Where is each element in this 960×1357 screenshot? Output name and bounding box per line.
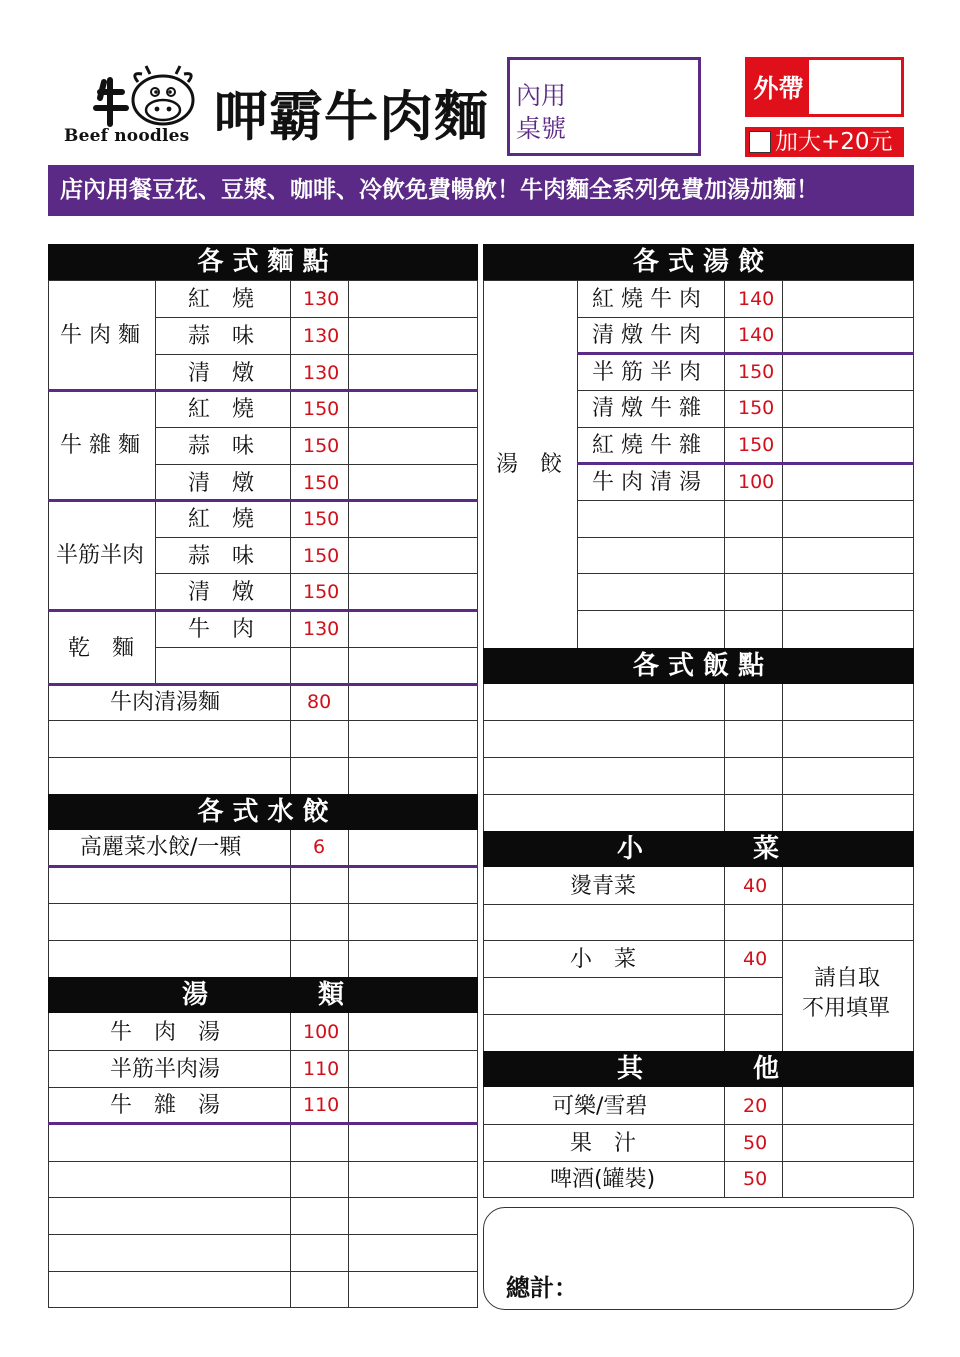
grid-line	[724, 867, 725, 1051]
section-header-sides	[483, 831, 914, 867]
section-header-others-right: 他	[753, 1054, 780, 1084]
grid-line	[155, 280, 156, 684]
menu-item-price: 50	[743, 1168, 768, 1190]
menu-item-name: 可樂/雪碧	[552, 1094, 648, 1119]
menu-item-name: 紅 燒 牛 肉	[592, 287, 701, 312]
menu-item-name: 清 燉 牛 雜	[592, 396, 701, 421]
menu-item-price: 150	[303, 545, 340, 567]
menu-item-price: 150	[738, 397, 775, 419]
menu-item-flavor: 牛 肉	[188, 617, 255, 642]
menu-item-name: 牛 肉 清 湯	[592, 470, 701, 495]
section-header-sides-left: 小	[617, 834, 644, 864]
menu-item-price: 150	[303, 435, 340, 457]
grid-line	[48, 1161, 478, 1162]
menu-item-price: 40	[743, 948, 768, 970]
menu-item-price: 130	[303, 288, 340, 310]
section-header-soups-left: 湯	[182, 980, 209, 1010]
section-header-soup-dumplings: 各 式 湯 餃	[483, 244, 914, 280]
menu-item-price: 140	[738, 324, 775, 346]
menu-item-price: 150	[303, 581, 340, 603]
grid-line	[724, 1087, 725, 1198]
takeout-box[interactable]	[745, 57, 904, 117]
menu-item-price: 110	[303, 1094, 340, 1116]
menu-item-price: 150	[303, 472, 340, 494]
group-divider	[48, 389, 478, 392]
menu-item-price: 100	[303, 1021, 340, 1043]
grid-line	[48, 903, 478, 904]
menu-item-name: 牛 肉 湯	[110, 1020, 221, 1045]
side-dish-note: 不用填單	[802, 996, 891, 1021]
menu-item-name: 高麗菜水餃/一顆	[80, 835, 242, 860]
menu-item-name: 牛肉清湯麵	[110, 690, 221, 715]
menu-item-flavor: 清 燉	[188, 361, 255, 386]
menu-item-price: 6	[313, 836, 326, 858]
section-header-others	[483, 1051, 914, 1087]
total-label: 總計：	[506, 1274, 578, 1302]
grid-line	[483, 757, 914, 758]
grid-line	[577, 573, 914, 574]
menu-item-price: 100	[738, 471, 775, 493]
menu-item-name: 半 筋 半 肉	[592, 360, 701, 385]
menu-item-flavor: 清 燉	[188, 471, 255, 496]
menu-item-name: 清 燉 牛 肉	[592, 323, 701, 348]
menu-item-name: 果 汁	[570, 1131, 637, 1156]
menu-item-flavor: 紅 燒	[188, 507, 255, 532]
brand-logo	[60, 62, 210, 152]
section-header-soups	[48, 977, 478, 1013]
side-dish-note: 請自取	[814, 966, 881, 991]
menu-item-price: 40	[743, 875, 768, 897]
grid-line	[782, 867, 783, 1051]
cow-logo-icon	[60, 62, 210, 132]
menu-item-price: 130	[303, 618, 340, 640]
menu-item-name: 半筋半肉湯	[110, 1057, 221, 1082]
menu-item-flavor: 清 燉	[188, 580, 255, 605]
total-box[interactable]	[483, 1207, 914, 1310]
grid-line	[48, 1197, 478, 1198]
upsize-option[interactable]	[745, 127, 904, 157]
menu-item-flavor: 紅 燒	[188, 397, 255, 422]
menu-item-flavor: 蒜 味	[188, 434, 255, 459]
grid-line	[577, 610, 914, 611]
menu-item-price: 150	[738, 434, 775, 456]
soup-dumpling-group-name: 湯 餃	[496, 452, 563, 477]
upsize-label: 加大+20元	[775, 129, 893, 155]
menu-item-price: 50	[743, 1132, 768, 1154]
menu-item-price: 150	[738, 361, 775, 383]
dine-in-label: 內用	[516, 81, 567, 110]
group-divider	[48, 499, 478, 502]
menu-item-name: 紅 燒 牛 雜	[592, 433, 701, 458]
promo-banner: 店內用餐豆花、豆漿、咖啡、冷飲免費暢飲！牛肉麵全系列免費加湯加麵！	[48, 165, 914, 216]
logo-text: Beef noodles	[64, 126, 190, 146]
menu-item-name: 燙青菜	[570, 874, 637, 899]
section-header-dumplings: 各 式 水 餃	[48, 794, 478, 830]
group-divider	[48, 609, 478, 612]
shop-name: 呷霸牛肉麵	[214, 85, 489, 148]
noodle-group-name: 牛 肉 麵	[60, 323, 140, 348]
menu-item-flavor: 蒜 味	[188, 544, 255, 569]
section-header-sides-right: 菜	[753, 834, 780, 864]
table-number-label: 桌號	[516, 114, 567, 143]
takeout-label: 外帶	[748, 60, 809, 114]
grid-line	[48, 940, 478, 941]
section-header-soups-right: 類	[318, 980, 345, 1010]
menu-item-price: 140	[738, 288, 775, 310]
menu-item-price: 150	[303, 398, 340, 420]
noodle-group-name: 乾 麵	[68, 636, 135, 661]
noodle-group-name: 牛 雜 麵	[60, 433, 140, 458]
menu-item-price: 130	[303, 325, 340, 347]
menu-item-flavor: 蒜 味	[188, 324, 255, 349]
grid-line	[483, 1161, 914, 1162]
menu-item-price: 130	[303, 362, 340, 384]
section-header-others-left: 其	[617, 1054, 644, 1084]
grid-line	[483, 1014, 783, 1015]
grid-line	[483, 904, 914, 905]
menu-item-flavor: 紅 燒	[188, 287, 255, 312]
grid-line	[483, 1124, 914, 1125]
menu-item-price: 80	[307, 691, 332, 713]
grid-line	[48, 1234, 478, 1235]
menu-item-name: 小 菜	[570, 947, 637, 972]
grid-line	[483, 940, 914, 941]
section-header-rice: 各 式 飯 點	[483, 648, 914, 684]
grid-line	[483, 794, 914, 795]
menu-item-price: 150	[303, 508, 340, 530]
menu-item-price: 20	[743, 1095, 768, 1117]
grid-line	[483, 720, 914, 721]
upsize-checkbox[interactable]	[749, 131, 771, 153]
grid-line	[782, 1087, 783, 1198]
grid-line	[48, 757, 478, 758]
menu-item-name: 啤酒(罐裝)	[550, 1167, 656, 1192]
menu-item-price: 110	[303, 1058, 340, 1080]
grid-line	[48, 1271, 478, 1272]
grid-line	[577, 537, 914, 538]
section-header-noodles: 各 式 麵 點	[48, 244, 478, 280]
dine-in-box[interactable]	[507, 57, 701, 156]
noodle-group-name: 半筋半肉	[56, 543, 145, 568]
menu-item-name: 牛 雜 湯	[110, 1093, 221, 1118]
